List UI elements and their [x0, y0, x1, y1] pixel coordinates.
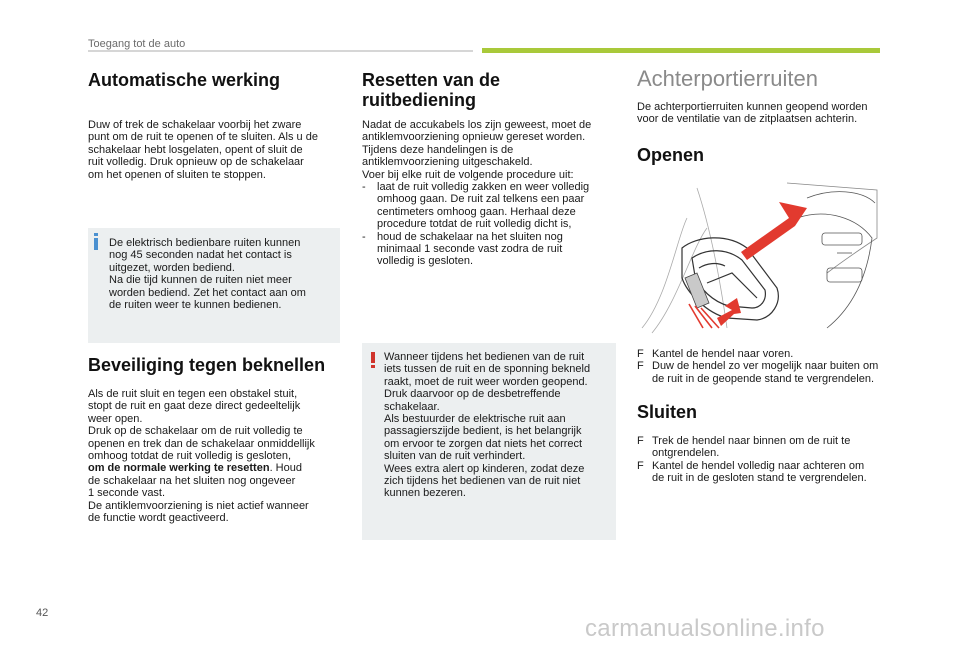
text-line: Nadat de accukabels los zijn geweest, moet de	[362, 119, 592, 131]
list-item	[362, 231, 622, 268]
info-text	[109, 237, 337, 311]
text-line: Kantel de hendel naar voren.	[652, 348, 794, 360]
text-line: raakt, moet de ruit weer worden geopend.	[384, 375, 588, 388]
list-marker: F	[637, 459, 644, 472]
text-line: De antiklemvoorziening is niet actief wanneer	[88, 499, 309, 512]
text-line: centimeters omhoog gaan. Herhaal deze	[377, 205, 576, 218]
text-line: weer open.	[88, 412, 143, 425]
heading-openen: Openen	[637, 145, 705, 165]
text-line: de schakelaar na het sluiten nog ongeveer	[88, 474, 296, 487]
text-line: Voer bij elke ruit de volgende procedure uit:	[362, 168, 574, 181]
text-line: stopt de ruit en gaat deze direct gedeeltelijk	[88, 400, 301, 413]
text-line: laat de ruit volledig zakken en weer volledig	[377, 181, 590, 194]
reset-steps-list	[362, 181, 622, 268]
paragraph-reset	[362, 119, 622, 268]
text-line: De achterportierruiten kunnen geopend worden	[637, 101, 868, 113]
paragraph-automatic-operation	[88, 119, 348, 181]
list-item	[637, 360, 897, 385]
text-line: Duw de hendel zo ver mogelijk naar buiten om	[652, 360, 879, 373]
list-item	[637, 460, 897, 485]
text-line: Wanneer tijdens het bedienen van de ruit	[384, 351, 585, 363]
text-line: iets tussen de ruit en de sponning bekneld	[384, 363, 591, 376]
list-marker: F	[637, 348, 644, 360]
text-line: antiklemvoorziening opnieuw gereset worden.	[362, 131, 586, 144]
red-arrow-icon	[741, 202, 807, 260]
heading-achterportierruiten: Achterportierruiten	[637, 66, 818, 91]
text-line: kunnen bezeren.	[384, 487, 466, 500]
paragraph-anti-pinch	[88, 388, 350, 524]
text-line: 1 seconde vast.	[88, 487, 166, 500]
text-line: passagierszijde bedient, is het belangrijk	[384, 425, 582, 438]
bold-text: om de normale werking te resetten	[88, 462, 270, 475]
heading-sluiten: Sluiten	[637, 402, 698, 422]
text-line: Na die tijd kunnen de ruiten niet meer	[109, 274, 292, 287]
text-line: Als de ruit sluit en tegen een obstakel stuit,	[88, 388, 298, 400]
header-accent-bar	[482, 48, 880, 53]
text-line: worden bediend. Zet het contact aan om	[109, 286, 306, 299]
text-line: procedure totdat de ruit volledig dicht is,	[377, 218, 572, 231]
text-line: uitgezet, worden bediend.	[109, 261, 235, 274]
text-line: de ruit in de gesloten stand te vergrendelen.	[652, 472, 867, 485]
text-line: om het openen of sluiten te stoppen.	[88, 168, 266, 181]
header-rule	[88, 50, 473, 52]
text-line: sluiten van de ruit verhindert.	[384, 450, 526, 463]
red-arrow-icon	[717, 298, 741, 326]
text-line: om ervoor te zorgen dat niets het correct	[384, 437, 583, 450]
heading-beveiliging: Beveiliging tegen beknellen	[88, 355, 326, 375]
heading-automatische-werking: Automatische werking	[88, 70, 281, 90]
text-line: schakelaar hebt losgelaten, opent of sluit de	[88, 143, 303, 156]
text-line: omhoog gaan. De ruit zal telkens een paar	[377, 193, 585, 206]
text-line: Trek de hendel naar binnen om de ruit te	[652, 435, 851, 447]
text-line: Tijdens deze handelingen is de	[362, 143, 514, 156]
text-fragment: . Houd	[269, 462, 302, 475]
sluiten-steps-list	[637, 435, 897, 485]
text-line: houd de schakelaar na het sluiten nog	[377, 230, 563, 243]
warning-icon	[371, 352, 375, 363]
text-line: Druk daarvoor op de desbetreffende	[384, 388, 561, 401]
page-number: 42	[36, 607, 49, 619]
text-line: openen en trek dan de schakelaar onmiddellijk	[88, 437, 315, 450]
paragraph-rear-windows	[637, 101, 897, 126]
text-line: minimaal 1 seconde vast zodra de ruit	[377, 243, 563, 256]
list-marker: -	[362, 230, 366, 243]
heading-line: Resetten van de	[362, 70, 501, 90]
text-line	[88, 462, 350, 474]
watermark: carmanualsonline.info	[585, 615, 825, 642]
warning-text	[384, 351, 614, 500]
heading-resetten	[362, 70, 500, 110]
info-icon	[94, 238, 98, 250]
text-line: omhoog totdat de ruit volledig is gesloten,	[88, 450, 292, 463]
openen-steps-list	[637, 348, 897, 385]
text-line: voor de ventilatie van de zitplaatsen achterin.	[637, 113, 858, 126]
text-line: punt om de ruit te openen of te sluiten. Als u de	[88, 131, 318, 144]
text-line: de ruiten weer te kunnen bedienen.	[109, 299, 282, 312]
list-marker: -	[362, 181, 366, 194]
list-item	[637, 435, 897, 460]
text-line: schakelaar.	[384, 400, 440, 413]
rear-window-latch-illustration	[637, 178, 880, 340]
text-line: ruit volledig. Druk opnieuw op de schakelaar	[88, 156, 304, 169]
text-line: Duw of trek de schakelaar voorbij het zware	[88, 119, 302, 131]
heading-line: ruitbediening	[362, 90, 476, 110]
list-item	[362, 181, 622, 231]
text-line: Als bestuurder de elektrische ruit aan	[384, 413, 566, 426]
text-line: Druk op de schakelaar om de ruit volledig te	[88, 425, 303, 438]
text-line: volledig is gesloten.	[377, 255, 474, 268]
text-line: zich tijdens het bedienen van de ruit niet	[384, 475, 581, 488]
text-line: De elektrisch bedienbare ruiten kunnen	[109, 237, 301, 249]
text-line: Wees extra alert op kinderen, zodat deze	[384, 462, 585, 475]
list-item	[637, 348, 897, 360]
list-marker: F	[637, 435, 644, 447]
text-line: de ruit in de geopende stand te vergrendelen.	[652, 372, 874, 385]
list-marker: F	[637, 360, 644, 373]
section-header: Toegang tot de auto	[88, 38, 186, 50]
text-line: nog 45 seconden nadat het contact is	[109, 249, 292, 262]
text-line: de functie wordt geactiveerd.	[88, 512, 229, 525]
text-line: ontgrendelen.	[652, 447, 720, 460]
text-line: antiklemvoorziening uitgeschakeld.	[362, 156, 533, 169]
text-line: Kantel de hendel volledig naar achteren om	[652, 459, 865, 472]
